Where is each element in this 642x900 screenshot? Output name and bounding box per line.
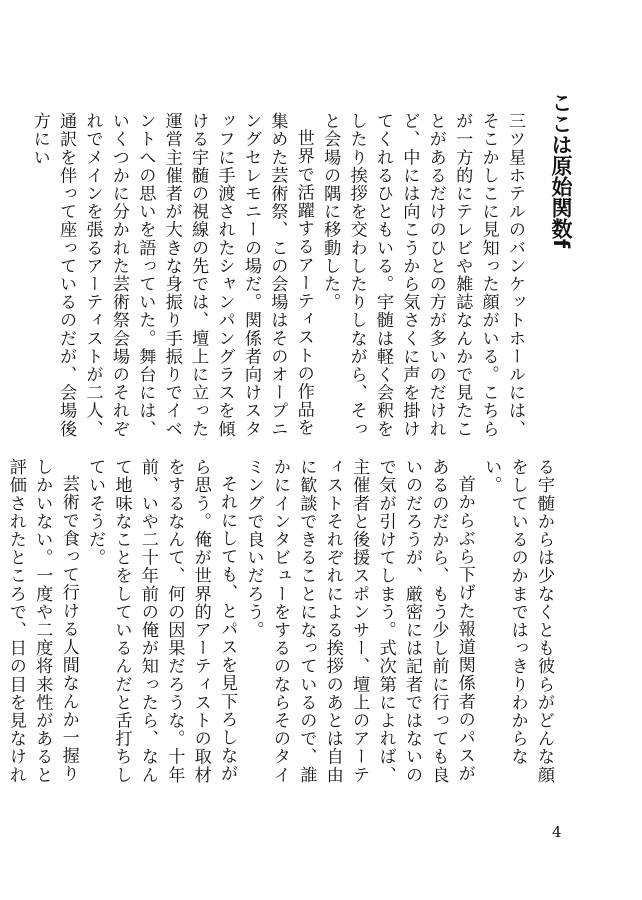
paragraph: 三ツ星ホテルのバンケットホールには、そこかしこに見知った顔がいる。こちらが一方的にテレビや雑誌なんかで見たことがあるだけのひとの方が多いのだけれど、中には向こうから気さくに声を掛けてくれるひともいる。宇髄は軽く会釈をしたり挨拶を交わしたりしながら、そっと会場の隅に移動した。 <box>320 112 525 438</box>
page-number: 4 <box>552 823 562 841</box>
paragraph: 世界で活躍するアーティストの作品を集めた芸術祭、この会場はそのオープニングセレモニーの場だ。関係者向けスタッフに手渡されたシャンパングラスを傾ける宇髄の視線の先では、壇上に立った運営主催者が大きな身振り手振りでイベントへの思いを語っていた。舞台には、いくつかに分かれた芸術祭会場のそれぞれでメインを張るアーティストが二人、通訳を伴って座っているのだが、会場後方にい <box>29 112 314 438</box>
paragraph: 芸術で食って行ける人間なんか一握りしかいない。一度や二度将来性があると評価されたところで、日の目を見なけれ <box>5 458 79 784</box>
upper-text-block <box>29 112 528 452</box>
lower-text-block <box>5 458 557 798</box>
paragraph: 首からぶら下げた報道関係者のパスがあるのだから、もう少し前に行っても良いのだろうが、厳密には記者ではないので気が引けてしまう。式次第によれば、主催者と後援スポンサー、壇上のアーティストそれぞれによる挨拶のあとは自由に歓談できることになっているので、誰かにインタビューをするのならそのタイミングで良いだろう。 <box>243 458 475 784</box>
paragraph: それにしても、とパスを見下ろしながら思う。俺が世界的アーティストの取材をするなんて、何の因果だろうな。十年前、いや二十年前の俺が知ったら、なんて地味なことをしているんだと舌打ちしていそうだ。 <box>85 458 238 784</box>
section-title: ここは原始関数f <box>549 92 573 249</box>
paragraph: る宇髄からは少なくとも彼らがどんな顔をしているのかまではっきりわからない。 <box>481 458 554 784</box>
